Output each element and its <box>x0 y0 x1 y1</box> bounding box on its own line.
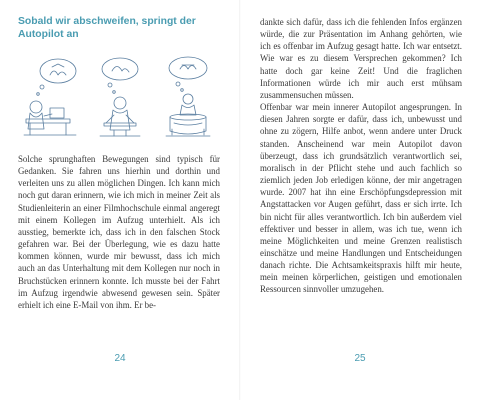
thinking-person-at-desk-icon <box>24 59 76 135</box>
thinking-person-icon <box>100 58 140 136</box>
right-page <box>240 0 480 400</box>
body-paragraph-2: Offenbar war mein innerer Autopilot angesprungen. In diesen Jahren sorgte er dafür, dass ich, unbewusst und ohne zu zögern, Hilfe anbot, wenn andere unter Druck standen. Anscheinend war mein Autopilot davon überzeugt, dass ich grundsätzlich verantwortlich sei, moralisch in der Pflicht stehe und auch fachlich so ziemlich jeden Job erledigen könne, der mir angetragen wurde. 2007 hat ihn eine Erschöpfungsdepression mit Angstattacken vor Augen geführt, dass er sich irrte. Ich bin nicht für alles verantwortlich. Ich bin außerdem viel effektiver und besser in allem, was ich tue, wenn ich meine Möglichkeiten und meine Grenzen realistisch einschätze und meine Handlungen und Entscheidungen danach richte. Die Achtsamkeitspraxis hilft mir heute, mein meinen körperlichen, geistigen und emotionalen Ressourcen sinnvoller umzugehen. <box>260 102 462 295</box>
thinking-person-on-cake-icon <box>166 57 210 136</box>
chapter-heading: Sobald wir abschweifen, springt der Autopilot an <box>18 16 196 40</box>
body-paragraph: Solche sprunghaften Bewegungen sind typisch für Gedanken. Sie fahren uns hierhin und dorthin und verleiten uns zu allen möglichen Dingen. Ich kann mich noch gut daran erinnern, wie ich mich in meiner Zeit als Studienleiterin an einer Filmhochschule einmal angeregt mit einem Kollegen im Aufzug unterhielt. Als ich ausstieg, bemerkte ich, dass ich in den falschen Stock gefahren war. Bei der Überlegung, wie es dazu hatte kommen können, wurde mir bewusst, dass ich mich auch an das Unterhaltung mit dem Kollegen nur noch in Bruchstücken erinnern konnte. Ich musste bei der Fahrt im Aufzug irgendwie abwesend gewesen sein. Später erhielt ich eine E-Mail von ihm. Er be- <box>18 154 220 310</box>
page-number-right: 25 <box>354 353 366 364</box>
page-number-left: 24 <box>114 353 126 364</box>
illustration <box>20 53 216 139</box>
body-paragraph-1: dankte sich dafür, dass ich die fehlenden Infos ergänzen würde, die zur Präsentation im Anhang gehörten, wie ich es offenbar im Aufzug gesagt hatte. Ich war entsetzt. Wie war es zu diesem Versprechen gekommen? Ich hatte doch gar keine Zeit! Und die fraglichen Informationen würde ich mir auch erst mühsam zusammensuchen müssen. <box>260 17 462 100</box>
illustration-sketch <box>20 53 216 139</box>
